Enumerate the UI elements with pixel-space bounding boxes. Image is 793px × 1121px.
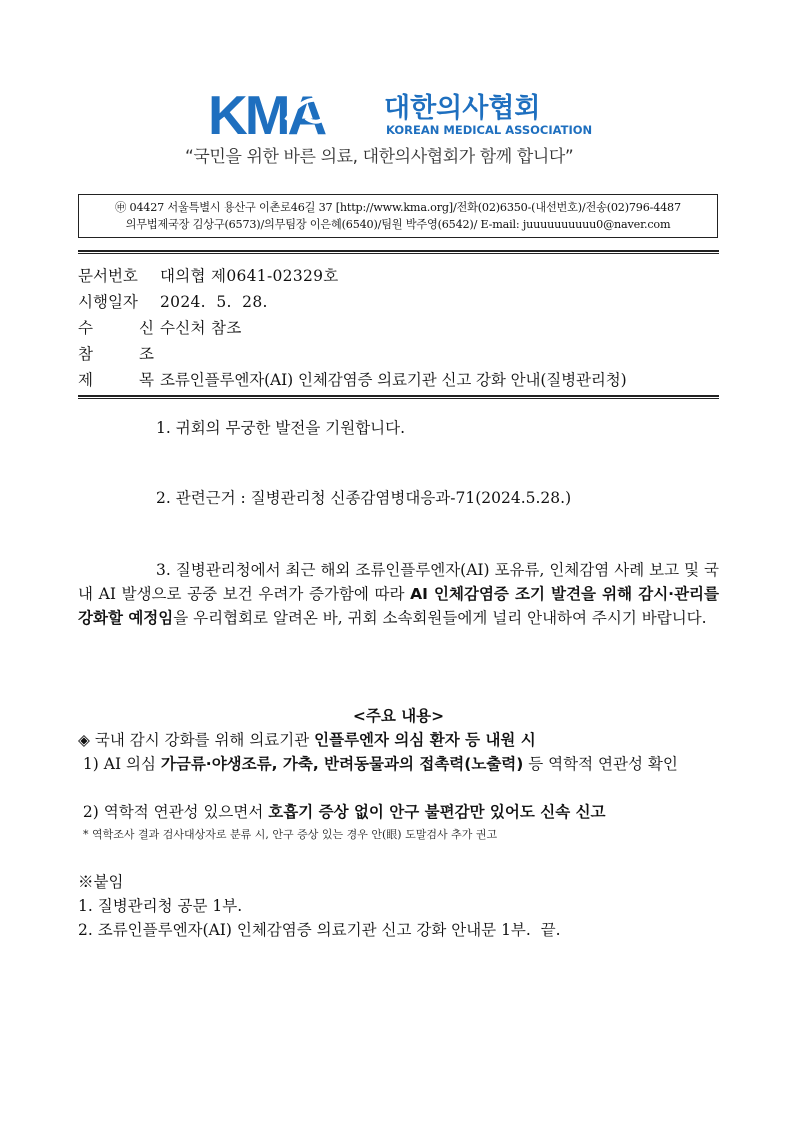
point2-prefix: 2) 역학적 연관성 있으면서 [78,803,269,821]
bullet-bold: 인플루엔자 의심 환자 등 내원 시 [314,731,536,749]
org-name-english: KOREAN MEDICAL ASSOCIATION [386,123,593,137]
main-content-bullet [78,728,719,752]
slogan: “국민을 위한 바른 의료, 대한의사협회가 함께 합니다” [185,147,574,167]
body-item-2: 2. 관련근거 : 질병관리청 신종감염병대응과-71(2024.5.28.) [156,489,572,507]
doc-number-row [78,264,339,288]
body-item-1: 1. 귀회의 무궁한 발전을 기원합니다. [156,419,406,437]
main-content-point-2 [78,800,719,824]
subject-label: 제 목 [78,371,154,389]
item3-text-b: 을 우리협회로 알려온 바, 귀회 소속회원들에게 널리 안내하여 주시기 바랍니다. [173,609,707,627]
main-content-footnote: * 역학조사 결과 검사대상자로 분류 시, 안구 증상 있는 경우 안(眼) 도말검사 추가 권고 [83,828,498,841]
main-content-title: <주요 내용> [352,707,445,725]
recipient-label: 수 신 [78,319,154,337]
doc-number: 대의협 제0641-02329호 [160,267,339,285]
bullet-prefix: ◈ 국내 감시 강화를 위해 의료기관 [78,731,315,749]
org-name-korean: 대한의사협회 [384,93,541,124]
main-content-point-1 [78,752,719,776]
reference-label: 참 조 [78,345,154,363]
attachment-item-1: 1. 질병관리청 공문 1부. [78,897,243,915]
subject-row [78,368,627,392]
attachments-heading: ※붙임 [78,873,124,891]
kma-logo [208,90,608,138]
item3-text-a: 3. 질병관리청에서 최근 해외 조류인플루엔자(AI) 포유류, 인체감염 사례 보고 및 국내 AI 발생으로 공중 보건 우려가 증가함에 따라 [78,561,719,603]
recipient-value: 수신처 참조 [160,319,242,337]
attachment-item-2: 2. 조류인플루엔자(AI) 인체감염증 의료기관 신고 강화 안내문 1부. 끝. [78,921,561,939]
contact-line-staff: 의무법제국장 김상구(6573)/의무팀장 이은혜(6540)/팀원 박주영(6542)/ E-mail: juuuuuuuuuu0@naver.com [125,218,671,231]
item3-bold: AI 인체감염증 조기 발견을 위해 감시·관리를 강화할 예정임 [78,585,719,627]
reference-row [78,342,160,366]
header-divider-bottom [78,395,719,399]
recipient-row [78,316,242,340]
date-value: 2024. 5. 28. [160,293,268,311]
point1-suffix: 등 역학적 연관성 확인 [523,755,678,773]
body-item-3 [78,558,719,630]
point2-bold: 호흡기 증상 없이 안구 불편감만 있어도 신속 신고 [268,803,606,821]
date-label: 시행일자 [78,293,138,311]
date-row [78,290,268,314]
kma-logo-mark [208,90,608,138]
point1-prefix: 1) AI 의심 [78,755,161,773]
contact-box [78,194,718,238]
contact-line-address: ㊥ 04427 서울특별시 용산구 이촌로46길 37 [http://www.kma.org]/전화(02)6350-(내선번호)/전송(02)796-4487 [115,201,681,214]
doc-number-label: 문서번호 [78,267,138,285]
point1-bold: 가금류·야생조류, 가축, 반려동물과의 접촉력(노출력) [160,755,524,773]
logo-letters: KMA [208,90,325,138]
header-divider-top [78,250,719,254]
subject-value: 조류인플루엔자(AI) 인체감염증 의료기관 신고 강화 안내(질병관리청) [160,371,627,389]
